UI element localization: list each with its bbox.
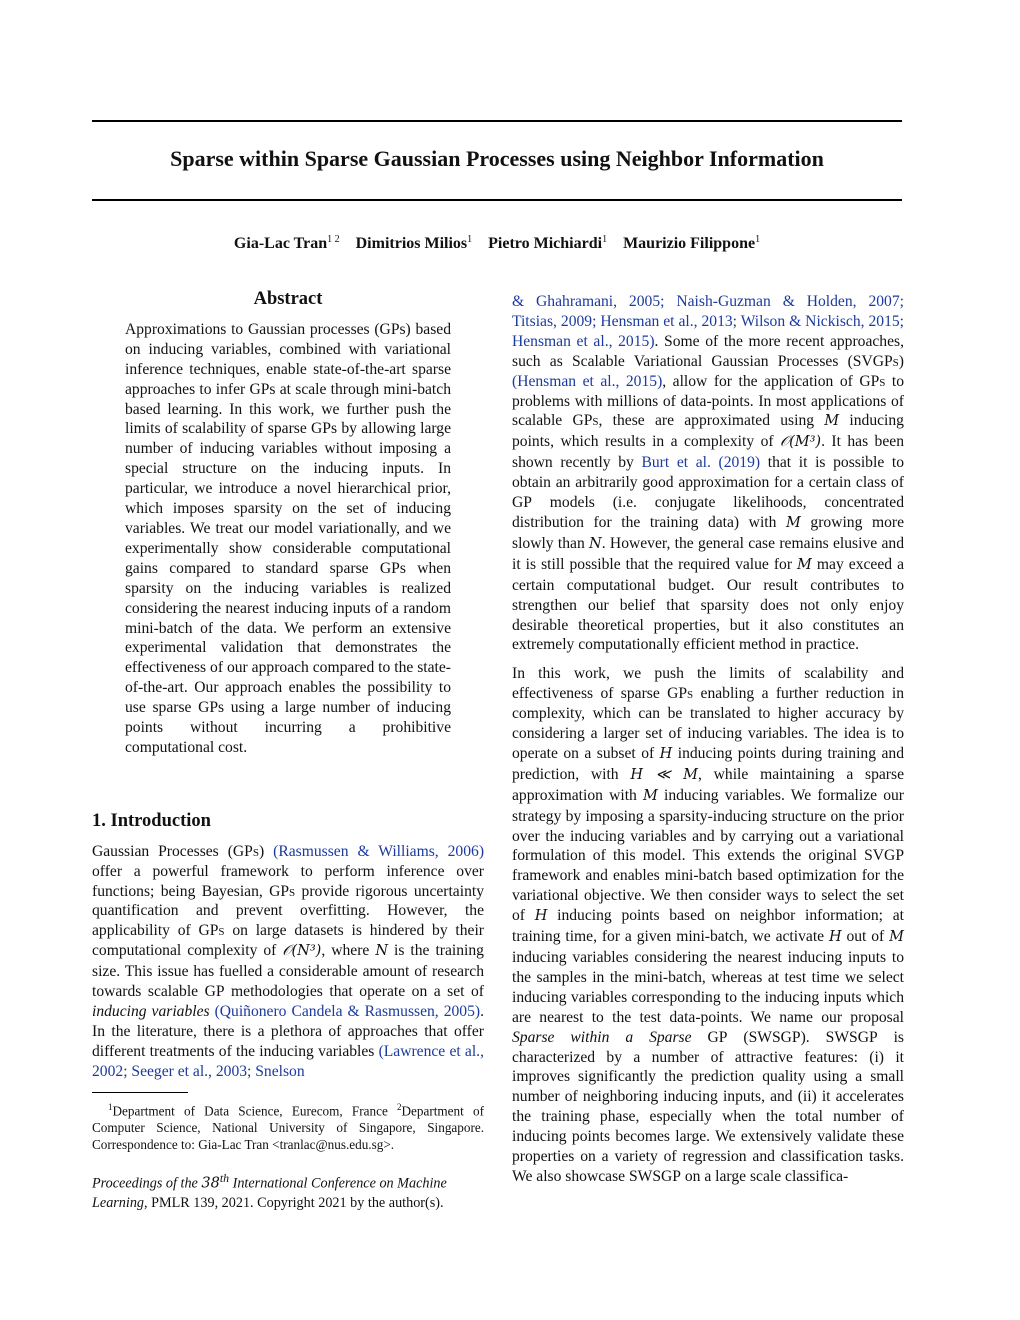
intro-paragraph-continued: & Ghahramani, 2005; Naish-Guzman & Holden, 2007; Titsias, 2009; Hensman et al., 2013; Wilson & Nickisch, 2015; Hensman et al., 2015). Some of the more recent approaches, such as Scalable Variational Gaussian Processes (SVGPs) (Hensman et al., 2015), allow for the application of GPs to problems with millions of data-points. In most applications of scalable GPs, these are approximated using M inducing points, which results in a complexity of 𝒪(M³). It has been shown recently by Burt et al. (2019) that it is possible to obtain an arbitrarily good approximation for a certain class of GP models (i.e. conjugate likelihoods, concentrated distribution for the training data) with M growing more slowly than N. However, the general case remains elusive and it is still possible that the required value for M may exceed a certain computational budget. Our result contributes to strengthen our belief that sparsity does not only enjoy desirable theoretical properties, but it also constitutes an extremely computationally efficient method in practice. xyxy=(512,293,905,654)
left-column xyxy=(92,290,484,1213)
author: Pietro Michiardi$^1$ xyxy=(488,234,608,252)
abstract-text: Approximations to Gaussian processes (GPs) based on inducing variables, combined with variational inference techniques, enable state-of-the-art sparse approaches to infer GPs at scale through mini-batch based learning. In this work, we further push the limits of scalability of sparse GPs by allowing large number of inducing variables without imposing a special structure on the inducing inputs. In particular, we introduce a novel hierarchical prior, which imposes sparsity on the set of inducing variables. We treat our model variationally, and we experimentally show considerable computational gains compared to standard sparse GPs when sparsity on the inducing variables is realized considering the nearest inducing inputs of a random mini-batch of the data. We perform an extensive experimental validation that demonstrates the effectiveness of our approach compared to the state-of-the-art. Our approach enables the possibility to use sparse GPs using a large number of inducing points without incurring a prohibitive computational cost. xyxy=(125,320,451,756)
title-bottom-rule xyxy=(92,199,902,201)
section-heading-introduction: 1. Introduction xyxy=(92,810,211,831)
footnotes xyxy=(92,1099,484,1153)
math-variable: N xyxy=(375,943,389,960)
footnote-rule xyxy=(92,1092,188,1093)
abstract-heading: Abstract xyxy=(253,289,323,309)
math-expression: 𝒪(N³) xyxy=(282,943,322,960)
citation-link[interactable]: Burt et al. (2019) xyxy=(641,454,761,472)
citation-link[interactable]: (Quiñonero Candela & Rasmussen, 2005) xyxy=(214,1003,481,1020)
paper-title: Sparse within Sparse Gaussian Processes using Neighbor Information xyxy=(170,146,824,171)
author: Maurizio Filippone$^1$ xyxy=(623,234,761,252)
intro-paragraph-2: In this work, we push the limits of scalability and effectiveness of sparse GPs enabling a further reduction in complexity, which can be translated to higher accuracy by considering a larger set of inducing variables. The idea is to operate on a subset of H inducing points during training and prediction, with H ≪ M, while maintaining a sparse approximation with M inducing variables. We formalize our strategy by imposing a sparsity-inducing structure on the prior over the inducing variables and by carrying out a variational formulation of this model. This extends the original SVGP framework and enables mini-batch based optimization for the variational objective. We then consider ways to select the set of H inducing points based on neighbor information; at training time, for a given mini-batch, we activate H out of M inducing variables considering the nearest inducing inputs to the samples in the mini-batch, whereas at test time we select inducing variables corresponding to the inducing inputs which are nearest to the test data-points. We name our proposal Sparse within a Sparse GP (SWSGP). SWSGP is characterized by a number of attractive features: (i) it improves significantly the prediction quality using a small number of neighboring inducing inputs, and (ii) it accelerates the training phase, especially when the total number of inducing points becomes large. We extensively validate these properties on a variety of regression and classification tasks. We also showcase SWSGP on a large scale classifica- xyxy=(512,665,904,1185)
author: Gia-Lac Tran$^{1 2}$ xyxy=(233,234,340,252)
citation-link[interactable]: (Hensman et al., 2015) xyxy=(512,372,663,390)
citation-link[interactable]: (Lawrence et al., 2002; Seeger et al., 2003; Snelson xyxy=(92,1042,484,1080)
citation-link[interactable]: & Ghahramani, 2005; Naish-Guzman & Holden, 2007; Titsias, 2009; Hensman et al., 2013; Wilson & Nickisch, 2015; Hensman et al., 2015) xyxy=(512,293,904,350)
author: Dimitrios Milios$^1$ xyxy=(355,234,473,252)
citation-link[interactable]: (Rasmussen & Williams, 2006) xyxy=(273,842,485,860)
proceedings-note: Proceedings of the 38th International Conference on Machine Learning, PMLR 139, 2021. Copyright 2021 by the author(s). xyxy=(92,1171,447,1211)
affiliation-footnote: $^1$Department of Data Science, Eurecom, France $^2$Department of Computer Science, National University of Singapore, Singapore. Correspondence to: Gia-Lac Tran <tranlac@nus.edu.sg>. xyxy=(92,1101,484,1153)
intro-paragraph-1: Gaussian Processes (GPs) (Rasmussen & Williams, 2006) offer a powerful framework to perform inference over functions; being Bayesian, GPs provide rigorous uncertainty quantification and prevent overfitting. However, the applicability of GPs on large datasets is hindered by their computational complexity of 𝒪(N³), where N is the training size. This issue has fuelled a considerable amount of research towards scalable GP methodologies that operate on a set of inducing variables (Quiñonero Candela & Rasmussen, 2005). In the literature, there is a plethora of approaches that offer different treatments of the inducing variables (Lawrence et al., 2002; Seeger et al., 2003; Snelson xyxy=(92,842,485,1080)
right-column xyxy=(512,292,904,1187)
top-rule xyxy=(92,120,902,122)
author-list xyxy=(92,234,902,253)
